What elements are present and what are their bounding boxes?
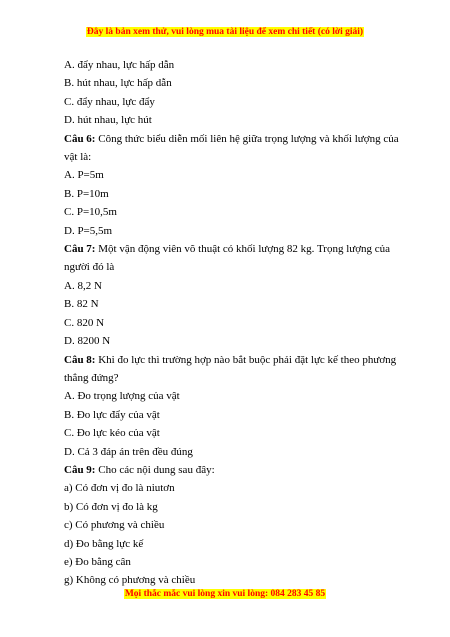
q5-option-d: D. hút nhau, lực hút xyxy=(64,114,152,127)
q8-option-c: C. Đo lực kéo của vật xyxy=(64,427,160,440)
q6-option-a: A. P=5m xyxy=(64,169,104,182)
q8-option-d: D. Cả 3 đáp án trên đều đúng xyxy=(64,445,193,458)
question-8-label: Câu 8: xyxy=(64,353,96,366)
q6-option-b: B. P=10m xyxy=(64,187,109,200)
q8-option-a: A. Đo trọng lượng của vật xyxy=(64,390,180,403)
question-6-text: Công thức biểu diễn mối liên hệ giữa trọng lượng và khối lượng của vật là: xyxy=(64,132,399,164)
question-7-label: Câu 7: xyxy=(64,243,96,256)
q9-item-d: d) Đo bằng lực kế xyxy=(64,537,144,550)
question-9 xyxy=(64,461,409,479)
question-8 xyxy=(64,351,409,388)
q7-option-a: A. 8,2 N xyxy=(64,279,102,292)
q9-item-a: a) Có đơn vị đo là niutơn xyxy=(64,482,175,495)
q9-item-c: c) Có phương và chiều xyxy=(64,519,165,532)
q5-option-a: A. đẩy nhau, lực hấp dẫn xyxy=(64,59,175,71)
q5-option-b: B. hút nhau, lực hấp dẫn xyxy=(64,77,172,90)
q8-option-b: B. Đo lực đẩy của vật xyxy=(64,408,160,421)
q6-option-c: C. P=10,5m xyxy=(64,206,117,219)
q9-item-g: g) Không có phương và chiều xyxy=(64,574,196,587)
preview-notice-banner xyxy=(0,27,450,37)
q5-option-c: C. đẩy nhau, lực đẩy xyxy=(64,95,155,108)
q7-option-c: C. 820 N xyxy=(64,316,105,329)
question-7-text: Một vận động viên võ thuật có khối lượng 82 kg. Trọng lượng của người đó là xyxy=(64,243,391,274)
q9-item-e: e) Đo bằng cân xyxy=(64,555,131,568)
q7-option-b: B. 82 N xyxy=(64,298,99,311)
question-8-text: Khi đo lực thì trường hợp nào bắt buộc phải đặt lực kế theo phương thẳng đứng? xyxy=(64,353,397,384)
question-7 xyxy=(64,240,409,277)
question-6 xyxy=(64,130,409,167)
question-9-label: Câu 9: xyxy=(64,463,96,476)
question-9-text: Cho các nội dung sau đây: xyxy=(95,463,215,476)
q9-item-b: b) Có đơn vị đo là kg xyxy=(64,500,158,513)
contact-notice-banner xyxy=(0,589,450,599)
q6-option-d: D. P=5,5m xyxy=(64,224,113,237)
document-content xyxy=(64,56,409,590)
q7-option-d: D. 8200 N xyxy=(64,335,111,348)
preview-notice-text: Đây là bản xem thử, vui lòng mua tài liệu để xem chi tiết (có lời giải) xyxy=(86,27,364,37)
question-6-label: Câu 6: xyxy=(64,132,96,145)
contact-notice-text: Mọi thắc mắc vui lòng xin vui lòng: 084 283 45 85 xyxy=(124,589,326,599)
